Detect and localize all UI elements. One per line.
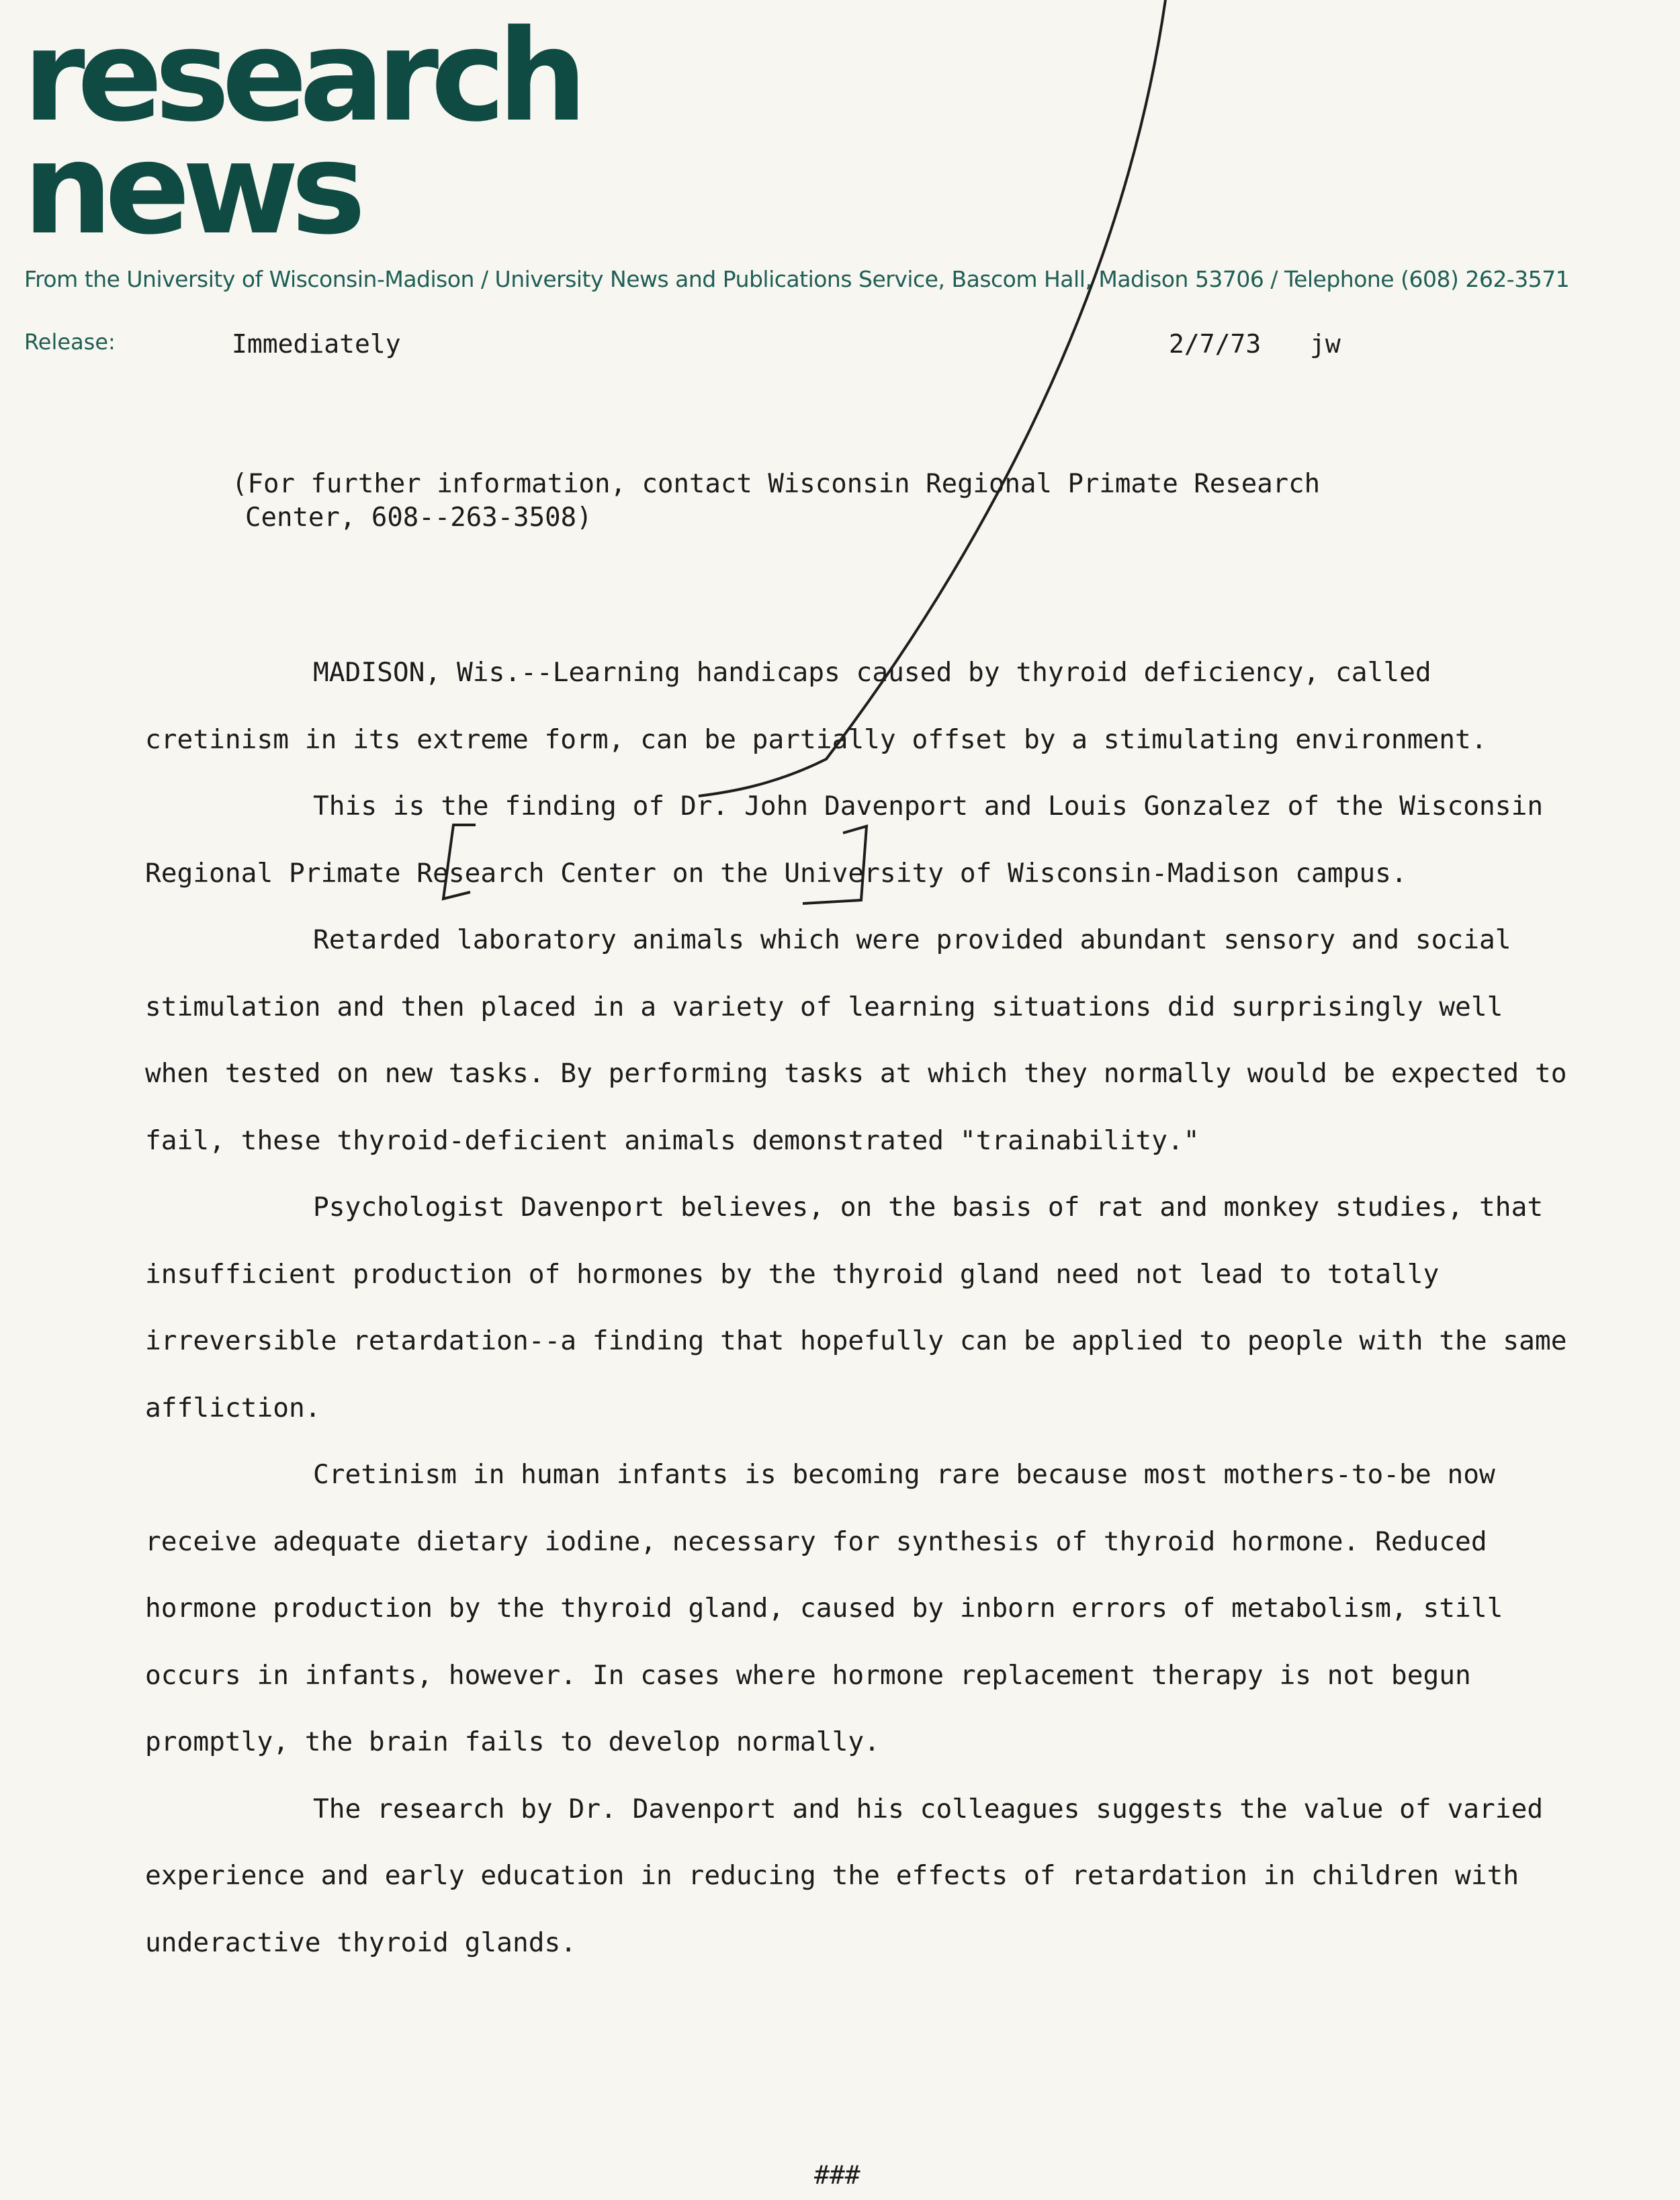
release-label: Release: — [24, 329, 116, 355]
end-mark: ### — [814, 2160, 860, 2190]
contact-line-2: Center, 608--263-3508) — [245, 502, 592, 533]
article-body — [145, 640, 1569, 1976]
paragraph-3: Retarded laboratory animals which were provided abundant sensory and social stimulation and then placed in a variety of learning situations did surprisingly well when tested on new tasks. By performing tasks at which they normally would be expected to fail, these thyroid-deficient animals demonstrated "trainability." — [145, 924, 1567, 1156]
masthead-research: research — [23, 3, 580, 150]
paragraph-6: The research by Dr. Davenport and his colleagues suggests the value of varied experience and early education in reducing the effects of retardation in children with underactive thyroid glands. — [145, 1793, 1544, 1958]
release-value: Immediately — [232, 329, 401, 359]
contact-note — [232, 468, 1320, 535]
contact-line-1: (For further information, contact Wisconsin Regional Primate Research — [232, 469, 1321, 499]
release-date: 2/7/73 — [1169, 329, 1262, 359]
masthead-news: news — [23, 116, 358, 263]
paragraph-1: MADISON, Wis.--Learning handicaps caused by thyroid deficiency, called cretinism in its extreme form, can be partially offset by a stimulating environment. — [145, 657, 1487, 755]
paragraph-2: This is the finding of Dr. John Davenport and Louis Gonzalez of the Wisconsin Regional Primate Research Center on the University of Wisconsin-Madison campus. — [145, 791, 1544, 889]
release-initials: jw — [1310, 329, 1341, 359]
paragraph-4: Psychologist Davenport believes, on the basis of rat and monkey studies, that insufficient production of hormones by the thyroid gland need not lead to totally irreversible retardation--a finding that hopefully can be applied to people with the same affliction. — [145, 1192, 1567, 1423]
masthead-logo — [23, 3, 627, 263]
source-line: From the University of Wisconsin-Madison / University News and Publications Service, Bascom Hall, Madison 53706 / Telephone (608) 262-3571 — [24, 266, 1570, 292]
paragraph-5: Cretinism in human infants is becoming rare because most mothers-to-be now receive adequate dietary iodine, necessary for synthesis of thyroid hormone. Reduced hormone production by the thyroid gland, caused by inborn errors of metabolism, still occurs in infants, however. In cases where hormone replacement therapy is not begun promptly, the brain fails to develop normally. — [145, 1459, 1503, 1757]
